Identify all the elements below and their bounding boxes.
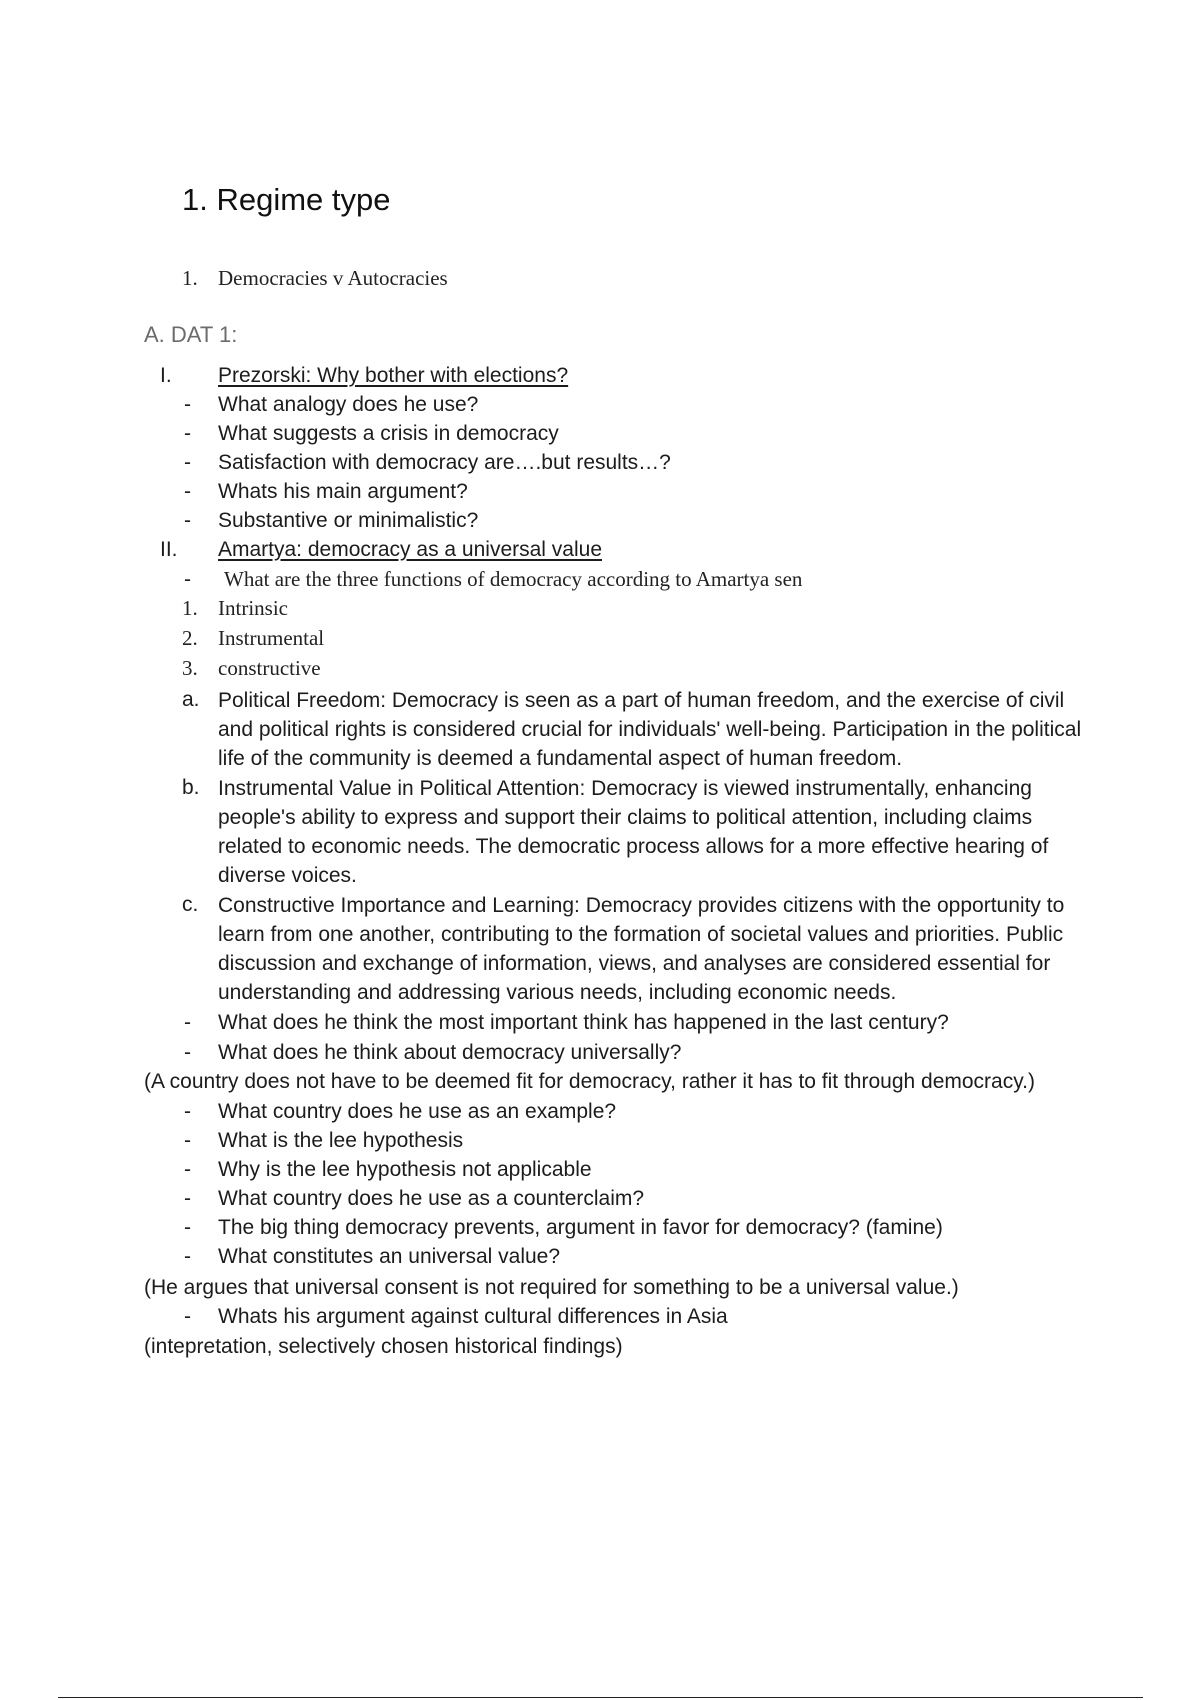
list-item: Whats his argument against cultural differences in Asia — [218, 1305, 728, 1328]
subheading: Democracies v Autocracies — [218, 266, 448, 290]
note: (intepretation, selectively chosen historical findings) — [144, 1335, 623, 1358]
page-bottom-divider — [58, 1697, 1143, 1698]
note: (He argues that universal consent is not required for something to be a universal value.) — [144, 1276, 959, 1299]
bullet-dash: - — [184, 480, 191, 503]
list-item: Whats his main argument? — [218, 480, 468, 503]
list-item: constructive — [218, 656, 321, 680]
list-item: The big thing democracy prevents, argument in favor for democracy? (famine) — [218, 1216, 943, 1239]
list-item: Intrinsic — [218, 596, 288, 620]
prezorski-heading: Prezorski: Why bother with elections? — [218, 364, 569, 387]
paragraph: Constructive Importance and Learning: Democracy provides citizens with the opportunity to learn from one another, contributing to the formation of societal values and priorities. Public discussion and exchange of information, views, and analyses are considered essential for understanding and addressing various needs, including economic needs. — [218, 894, 1065, 1004]
roman-numeral: II. — [160, 538, 178, 561]
section-marker — [160, 362, 172, 390]
list-item: What does he think the most important think has happened in the last century? — [218, 1011, 949, 1034]
number-marker: 1. — [182, 596, 198, 620]
list-item: What country does he use as a counterclaim? — [218, 1187, 645, 1210]
bullet-dash: - — [184, 1305, 191, 1328]
number-marker: 2. — [182, 626, 198, 650]
letter-marker: b. — [182, 776, 200, 799]
list-item: What suggests a crisis in democracy — [218, 422, 559, 445]
list-item: What is the lee hypothesis — [218, 1129, 464, 1152]
list-item: Why is the lee hypothesis not applicable — [218, 1158, 592, 1181]
bullet-dash: - — [184, 1158, 191, 1181]
section-marker — [160, 536, 178, 564]
bullet-dash: - — [184, 1011, 191, 1034]
amartya-heading: Amartya: democracy as a universal value — [218, 538, 602, 561]
list-item: Substantive or minimalistic? — [218, 509, 479, 532]
note: (A country does not have to be deemed fit for democracy, rather it has to fit through democracy.) — [144, 1070, 1036, 1093]
bullet-dash: - — [184, 1041, 191, 1064]
page-title: 1. Regime type — [182, 182, 391, 217]
bullet-dash: - — [184, 509, 191, 532]
list-item: Instrumental — [218, 626, 325, 650]
list-item: What constitutes an universal value? — [218, 1245, 561, 1268]
bullet-dash: - — [184, 451, 191, 474]
bullet-dash: - — [184, 1245, 191, 1268]
bullet-dash: - — [184, 393, 191, 416]
list-item: What are the three functions of democracy according to Amartya sen — [224, 567, 803, 591]
letter-marker: a. — [182, 688, 200, 711]
roman-numeral: I. — [160, 364, 172, 387]
number-marker: 3. — [182, 656, 198, 680]
list-item: What country does he use as an example? — [218, 1100, 617, 1123]
paragraph: Instrumental Value in Political Attention: Democracy is viewed instrumentally, enhancing people's ability to express and support their claims to political attention, including claims related to economic needs. The democratic process allows for a more effective hearing of diverse voices. — [218, 777, 1049, 887]
bullet-dash: - — [184, 1100, 191, 1123]
letter-marker: c. — [182, 893, 199, 916]
list-item: Satisfaction with democracy are….but results…? — [218, 451, 671, 474]
paragraph: Political Freedom: Democracy is seen as a part of human freedom, and the exercise of civil and political rights is considered crucial for individuals' well-being. Participation in the political life of the community is deemed a fundamental aspect of human freedom. — [218, 689, 1082, 770]
section-heading: A. DAT 1: — [144, 322, 238, 347]
bullet-dash: - — [184, 1216, 191, 1239]
bullet-dash: - — [184, 422, 191, 445]
list-item: What does he think about democracy universally? — [218, 1041, 682, 1064]
bullet-dash: - — [184, 1187, 191, 1210]
subheading-marker: 1. — [182, 266, 198, 290]
bullet-dash: - — [184, 1129, 191, 1152]
bullet-dash: - — [184, 568, 191, 591]
list-item: What analogy does he use? — [218, 393, 479, 416]
